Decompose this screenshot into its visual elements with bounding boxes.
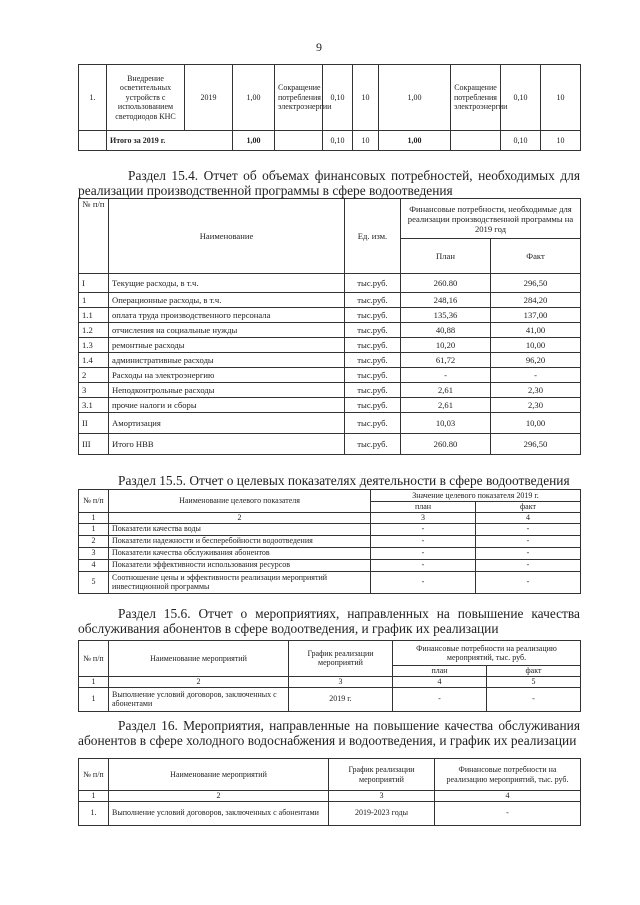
col-schedule-header: График реализации мероприятий bbox=[289, 641, 393, 677]
row-plan: 260.80 bbox=[401, 434, 491, 455]
col-num-header: № п/п bbox=[79, 490, 109, 513]
table-row: 1 Показатели качества воды - - bbox=[79, 523, 581, 535]
row-name: Текущие расходы, в т.ч. bbox=[109, 274, 345, 293]
table-row: 5 Соотношение цены и эффективности реализации мероприятий инвестиционной программы - - bbox=[79, 571, 581, 593]
row-fact: 2,30 bbox=[491, 398, 581, 413]
total-value: 1,00 bbox=[379, 131, 451, 151]
row-fact: 284,20 bbox=[491, 293, 581, 308]
value-cell: 0,10 bbox=[501, 65, 541, 131]
row-unit: тыс.руб. bbox=[345, 274, 401, 293]
row-name: ремонтные расходы bbox=[109, 338, 345, 353]
row-plan: 10,20 bbox=[401, 338, 491, 353]
row-number: 1 bbox=[79, 293, 109, 308]
row-unit: тыс.руб. bbox=[345, 308, 401, 323]
row-number: 1.2 bbox=[79, 323, 109, 338]
row-plan: 135,36 bbox=[401, 308, 491, 323]
index-row: 1 2 3 4 bbox=[79, 791, 581, 802]
col-fact-header: факт bbox=[476, 502, 581, 513]
col-num-header: № п/п bbox=[79, 759, 109, 791]
table-row: 3 Показатели качества обслуживания абонентов - - bbox=[79, 547, 581, 559]
col-plan-header: план bbox=[371, 502, 476, 513]
table-row bbox=[79, 65, 581, 131]
row-name: Амортизация bbox=[109, 413, 345, 434]
col-fin-header: Финансовые потребности, необходимые для реализации производственной программы на 2019 год bbox=[401, 199, 581, 239]
col-fin-header: Финансовые потребности на реализацию мероприятий, тыс. руб. bbox=[393, 641, 581, 666]
total-value: 10 bbox=[353, 131, 379, 151]
row-fact: 96,20 bbox=[491, 353, 581, 368]
row-number: 1.3 bbox=[79, 338, 109, 353]
total-value: 1,00 bbox=[233, 131, 275, 151]
row-fact: 10,00 bbox=[491, 413, 581, 434]
row-unit: тыс.руб. bbox=[345, 434, 401, 455]
section-15-4-heading: Раздел 15.4. Отчет об объемах финансовых потребностей, необходимых для реализации производственной программы в сфере водоотведения bbox=[78, 168, 580, 198]
col-schedule-header: График реализации мероприятий bbox=[329, 759, 435, 791]
table-row bbox=[79, 274, 581, 293]
row-plan: 260.80 bbox=[401, 274, 491, 293]
row-name: отчисления на социальные нужды bbox=[109, 323, 345, 338]
col-num-header: № п/п bbox=[79, 199, 109, 274]
value-cell: 10 bbox=[353, 65, 379, 131]
value-cell: 10 bbox=[541, 65, 581, 131]
row-unit: тыс.руб. bbox=[345, 383, 401, 398]
col-plan-header: план bbox=[393, 666, 487, 677]
total-value: 0,10 bbox=[323, 131, 353, 151]
row-name: прочие налоги и сборы bbox=[109, 398, 345, 413]
row-unit: тыс.руб. bbox=[345, 413, 401, 434]
total-row bbox=[79, 131, 581, 151]
index-row: 1 2 3 4 bbox=[79, 512, 581, 523]
measure-name: Внедрение осветительных устройств с использованием светодиодов КНС bbox=[107, 65, 185, 131]
row-fact: 296,50 bbox=[491, 274, 581, 293]
row-number: 1.1 bbox=[79, 308, 109, 323]
row-name: Итого НВВ bbox=[109, 434, 345, 455]
table-row bbox=[79, 353, 581, 368]
col-name-header: Наименование bbox=[109, 199, 345, 274]
col-num-header: № п/п bbox=[79, 641, 109, 677]
energy-saving-table bbox=[78, 64, 581, 151]
row-plan: 2,61 bbox=[401, 398, 491, 413]
table-row bbox=[79, 308, 581, 323]
col-name-header: Наименование мероприятий bbox=[109, 759, 329, 791]
row-unit: тыс.руб. bbox=[345, 338, 401, 353]
col-unit-header: Ед. изм. bbox=[345, 199, 401, 274]
row-unit: тыс.руб. bbox=[345, 323, 401, 338]
table-row bbox=[79, 383, 581, 398]
row-number: III bbox=[79, 434, 109, 455]
row-number: I bbox=[79, 274, 109, 293]
year-cell: 2019 bbox=[185, 65, 233, 131]
index-row: 1 2 3 4 5 bbox=[79, 676, 581, 687]
table-row bbox=[79, 398, 581, 413]
total-label: Итого за 2019 г. bbox=[107, 131, 233, 151]
section-15-6-heading: Раздел 15.6. Отчет о мероприятиях, направленных на повышение качества обслуживания абонентов в сфере водоотведения, и график их реализации bbox=[78, 606, 580, 636]
col-fact-header: факт bbox=[487, 666, 581, 677]
row-unit: тыс.руб. bbox=[345, 368, 401, 383]
section-15-5-heading: Раздел 15.5. Отчет о целевых показателях деятельности в сфере водоотведения bbox=[118, 473, 570, 488]
effect-cell: Сокращение потребления электроэнергии bbox=[275, 65, 323, 131]
total-value: 0,10 bbox=[501, 131, 541, 151]
col-value-header: Значение целевого показателя 2019 г. bbox=[371, 490, 581, 502]
row-fact: 137,00 bbox=[491, 308, 581, 323]
target-indicators-table bbox=[78, 489, 581, 594]
row-unit: тыс.руб. bbox=[345, 398, 401, 413]
table-row bbox=[79, 293, 581, 308]
row-fact: 296,50 bbox=[491, 434, 581, 455]
measures-15-6-table bbox=[78, 640, 581, 712]
col-name-header: Наименование мероприятий bbox=[109, 641, 289, 677]
row-number: 3 bbox=[79, 383, 109, 398]
page-number: 9 bbox=[316, 40, 322, 54]
table-row: 4 Показатели эффективности использования ресурсов - - bbox=[79, 559, 581, 571]
row-number: II bbox=[79, 413, 109, 434]
row-number: 2 bbox=[79, 368, 109, 383]
row-plan: 2,61 bbox=[401, 383, 491, 398]
table-row bbox=[79, 434, 581, 455]
table-row: 2 Показатели надежности и бесперебойности водоотведения - - bbox=[79, 535, 581, 547]
row-number: 1. bbox=[79, 65, 107, 131]
row-plan: 61,72 bbox=[401, 353, 491, 368]
table-row: 1 Выполнение условий договоров, заключенных с абонентами 2019 г. - - bbox=[79, 687, 581, 711]
row-plan: 248,16 bbox=[401, 293, 491, 308]
financial-needs-table bbox=[78, 198, 581, 455]
row-unit: тыс.руб. bbox=[345, 293, 401, 308]
effect-cell: Сокращение потребления электроэнергии bbox=[451, 65, 501, 131]
total-value: 10 bbox=[541, 131, 581, 151]
row-unit: тыс.руб. bbox=[345, 353, 401, 368]
value-cell: 1,00 bbox=[379, 65, 451, 131]
col-name-header: Наименование целевого показателя bbox=[109, 490, 371, 513]
row-fact: 41,00 bbox=[491, 323, 581, 338]
row-plan: 40,88 bbox=[401, 323, 491, 338]
row-number: 1.4 bbox=[79, 353, 109, 368]
row-name: Операционные расходы, в т.ч. bbox=[109, 293, 345, 308]
row-name: административные расходы bbox=[109, 353, 345, 368]
table-row bbox=[79, 368, 581, 383]
row-number: 3.1 bbox=[79, 398, 109, 413]
row-fact: 2,30 bbox=[491, 383, 581, 398]
value-cell: 1,00 bbox=[233, 65, 275, 131]
row-fact: 10,00 bbox=[491, 338, 581, 353]
section-16-heading: Раздел 16. Мероприятия, направленные на повышение качества обслуживания абонентов в сфере холодного водоснабжения и водоотведения, и график их реализации bbox=[78, 718, 580, 748]
col-fin-header: Финансовые потребности на реализацию мероприятий, тыс. руб. bbox=[435, 759, 581, 791]
table-row bbox=[79, 338, 581, 353]
col-plan-header: План bbox=[401, 239, 491, 274]
table-row: 1. Выполнение условий договоров, заключенных с абонентами 2019-2023 годы - bbox=[79, 801, 581, 825]
row-name: оплата труда производственного персонала bbox=[109, 308, 345, 323]
table-row bbox=[79, 323, 581, 338]
row-plan: 10,03 bbox=[401, 413, 491, 434]
row-fact: - bbox=[491, 368, 581, 383]
measures-16-table bbox=[78, 758, 581, 826]
row-plan: - bbox=[401, 368, 491, 383]
value-cell: 0,10 bbox=[323, 65, 353, 131]
row-name: Расходы на электроэнергию bbox=[109, 368, 345, 383]
row-name: Неподконтрольные расходы bbox=[109, 383, 345, 398]
col-fact-header: Факт bbox=[491, 239, 581, 274]
table-row bbox=[79, 413, 581, 434]
